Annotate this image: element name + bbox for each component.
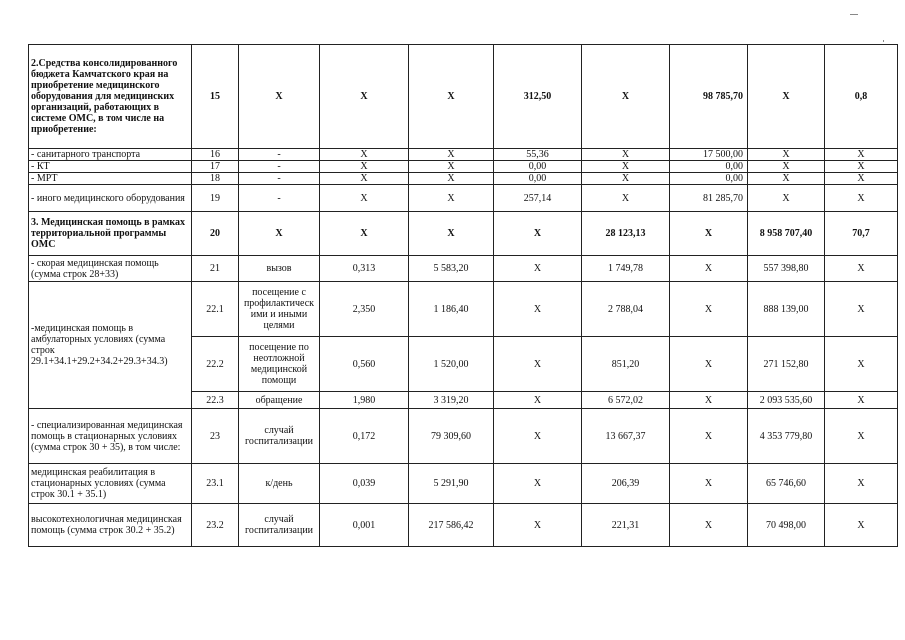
scan-mark <box>850 14 858 15</box>
cost-cell: X <box>409 149 494 161</box>
unit-cell: обращение <box>239 392 320 409</box>
row-number: 22.3 <box>192 392 239 409</box>
budget-total-cell: 0,00 <box>670 173 748 185</box>
per-capita-budget-cell: X <box>494 337 582 392</box>
per-capita-budget-cell: X <box>494 212 582 256</box>
oms-total-cell: 4 353 779,80 <box>748 409 825 464</box>
volume-cell: X <box>320 149 409 161</box>
per-capita-budget-cell: 55,36 <box>494 149 582 161</box>
row-number: 22.1 <box>192 282 239 337</box>
percent-cell: 70,7 <box>825 212 898 256</box>
budget-total-cell: X <box>670 392 748 409</box>
percent-cell: X <box>825 409 898 464</box>
volume-cell: X <box>320 45 409 149</box>
budget-total-cell: X <box>670 337 748 392</box>
per-capita-oms-cell: 851,20 <box>582 337 670 392</box>
table-row <box>29 409 898 464</box>
table-row <box>29 149 898 161</box>
oms-total-cell: 2 093 535,60 <box>748 392 825 409</box>
oms-total-cell: 888 139,00 <box>748 282 825 337</box>
cost-cell: 79 309,60 <box>409 409 494 464</box>
row-number: 15 <box>192 45 239 149</box>
row-number: 19 <box>192 185 239 212</box>
volume-cell: X <box>320 212 409 256</box>
oms-total-cell: 8 958 707,40 <box>748 212 825 256</box>
unit-cell: случай госпитализации <box>239 504 320 547</box>
per-capita-budget-cell: 0,00 <box>494 173 582 185</box>
per-capita-oms-cell: 1 749,78 <box>582 256 670 282</box>
budget-total-cell: X <box>670 504 748 547</box>
row-name: - КТ <box>29 161 192 173</box>
unit-cell: - <box>239 149 320 161</box>
table-row <box>29 45 898 149</box>
table-row <box>29 185 898 212</box>
cost-cell: 1 520,00 <box>409 337 494 392</box>
per-capita-oms-cell: 2 788,04 <box>582 282 670 337</box>
per-capita-budget-cell: X <box>494 464 582 504</box>
row-number: 17 <box>192 161 239 173</box>
percent-cell: X <box>825 282 898 337</box>
oms-total-cell: X <box>748 185 825 212</box>
row-number: 18 <box>192 173 239 185</box>
per-capita-oms-cell: X <box>582 45 670 149</box>
percent-cell: X <box>825 337 898 392</box>
percent-cell: X <box>825 149 898 161</box>
table-row <box>29 256 898 282</box>
table-row <box>29 173 898 185</box>
budget-total-cell: X <box>670 256 748 282</box>
cost-cell: X <box>409 185 494 212</box>
cost-cell: 3 319,20 <box>409 392 494 409</box>
percent-cell: X <box>825 173 898 185</box>
per-capita-budget-cell: X <box>494 256 582 282</box>
unit-cell: случай госпитализации <box>239 409 320 464</box>
row-name: - специализированная медицинская помощь в стационарных условиях (сумма строк 30 + 35), в том числе: <box>29 409 192 464</box>
unit-cell: посещение с профилактическ ими и иными целями <box>239 282 320 337</box>
volume-cell: 2,350 <box>320 282 409 337</box>
cost-cell: X <box>409 173 494 185</box>
cost-cell: 217 586,42 <box>409 504 494 547</box>
volume-cell: X <box>320 185 409 212</box>
table-row <box>29 504 898 547</box>
cost-cell: 5 583,20 <box>409 256 494 282</box>
row-name: 3. Медицинская помощь в рамках территориальной программы ОМС <box>29 212 192 256</box>
per-capita-oms-cell: 28 123,13 <box>582 212 670 256</box>
volume-cell: X <box>320 173 409 185</box>
percent-cell: X <box>825 185 898 212</box>
row-name: медицинская реабилитация в стационарных условиях (сумма строк 30.1 + 35.1) <box>29 464 192 504</box>
scan-mark <box>883 40 884 42</box>
row-name: - иного медицинского оборудования <box>29 185 192 212</box>
budget-total-cell: 81 285,70 <box>670 185 748 212</box>
oms-total-cell: X <box>748 173 825 185</box>
per-capita-oms-cell: 6 572,02 <box>582 392 670 409</box>
unit-cell: посещение по неотложной медицинской помощи <box>239 337 320 392</box>
volume-cell: 0,313 <box>320 256 409 282</box>
row-number: 23.2 <box>192 504 239 547</box>
row-name: - санитарного транспорта <box>29 149 192 161</box>
per-capita-budget-cell: X <box>494 504 582 547</box>
budget-total-cell: X <box>670 212 748 256</box>
budget-table <box>28 44 898 547</box>
budget-total-cell: 98 785,70 <box>670 45 748 149</box>
percent-cell: X <box>825 504 898 547</box>
volume-cell: 0,172 <box>320 409 409 464</box>
per-capita-budget-cell: X <box>494 409 582 464</box>
volume-cell: 1,980 <box>320 392 409 409</box>
oms-total-cell: 65 746,60 <box>748 464 825 504</box>
row-number: 20 <box>192 212 239 256</box>
row-number: 16 <box>192 149 239 161</box>
cost-cell: X <box>409 161 494 173</box>
oms-total-cell: X <box>748 149 825 161</box>
volume-cell: 0,039 <box>320 464 409 504</box>
unit-cell: - <box>239 173 320 185</box>
per-capita-oms-cell: 221,31 <box>582 504 670 547</box>
unit-cell: - <box>239 161 320 173</box>
unit-cell: X <box>239 212 320 256</box>
percent-cell: X <box>825 161 898 173</box>
cost-cell: 5 291,90 <box>409 464 494 504</box>
per-capita-budget-cell: 257,14 <box>494 185 582 212</box>
oms-total-cell: X <box>748 161 825 173</box>
per-capita-oms-cell: X <box>582 149 670 161</box>
percent-cell: X <box>825 464 898 504</box>
budget-total-cell: 17 500,00 <box>670 149 748 161</box>
unit-cell: вызов <box>239 256 320 282</box>
row-name: 2.Средства консолидированного бюджета Камчатского края на приобретение медицинского оборудования для медицинских организаций, работающих в системе ОМС, в том числе на приобретение: <box>29 45 192 149</box>
percent-cell: 0,8 <box>825 45 898 149</box>
cost-cell: X <box>409 45 494 149</box>
row-name: - МРТ <box>29 173 192 185</box>
cost-cell: X <box>409 212 494 256</box>
row-number: 21 <box>192 256 239 282</box>
table-row <box>29 282 898 337</box>
percent-cell: X <box>825 392 898 409</box>
per-capita-budget-cell: X <box>494 392 582 409</box>
per-capita-budget-cell: 0,00 <box>494 161 582 173</box>
per-capita-oms-cell: 206,39 <box>582 464 670 504</box>
row-name: высокотехнологичная медицинская помощь (сумма строк 30.2 + 35.2) <box>29 504 192 547</box>
row-number: 23.1 <box>192 464 239 504</box>
per-capita-budget-cell: 312,50 <box>494 45 582 149</box>
oms-total-cell: 70 498,00 <box>748 504 825 547</box>
volume-cell: X <box>320 161 409 173</box>
per-capita-oms-cell: X <box>582 185 670 212</box>
row-number: 23 <box>192 409 239 464</box>
row-number: 22.2 <box>192 337 239 392</box>
unit-cell: X <box>239 45 320 149</box>
oms-total-cell: 557 398,80 <box>748 256 825 282</box>
row-name: -медицинская помощь в амбулаторных условиях (сумма строк 29.1+34.1+29.2+34.2+29.3+34.3) <box>29 282 192 409</box>
table-row <box>29 161 898 173</box>
per-capita-oms-cell: X <box>582 161 670 173</box>
budget-total-cell: X <box>670 409 748 464</box>
cost-cell: 1 186,40 <box>409 282 494 337</box>
budget-total-cell: 0,00 <box>670 161 748 173</box>
percent-cell: X <box>825 256 898 282</box>
per-capita-oms-cell: 13 667,37 <box>582 409 670 464</box>
oms-total-cell: X <box>748 45 825 149</box>
document-page <box>28 44 898 547</box>
unit-cell: - <box>239 185 320 212</box>
oms-total-cell: 271 152,80 <box>748 337 825 392</box>
unit-cell: к/день <box>239 464 320 504</box>
row-name: - скорая медицинская помощь (сумма строк 28+33) <box>29 256 192 282</box>
table-row <box>29 464 898 504</box>
budget-total-cell: X <box>670 282 748 337</box>
per-capita-oms-cell: X <box>582 173 670 185</box>
volume-cell: 0,560 <box>320 337 409 392</box>
table-row <box>29 212 898 256</box>
volume-cell: 0,001 <box>320 504 409 547</box>
per-capita-budget-cell: X <box>494 282 582 337</box>
budget-total-cell: X <box>670 464 748 504</box>
